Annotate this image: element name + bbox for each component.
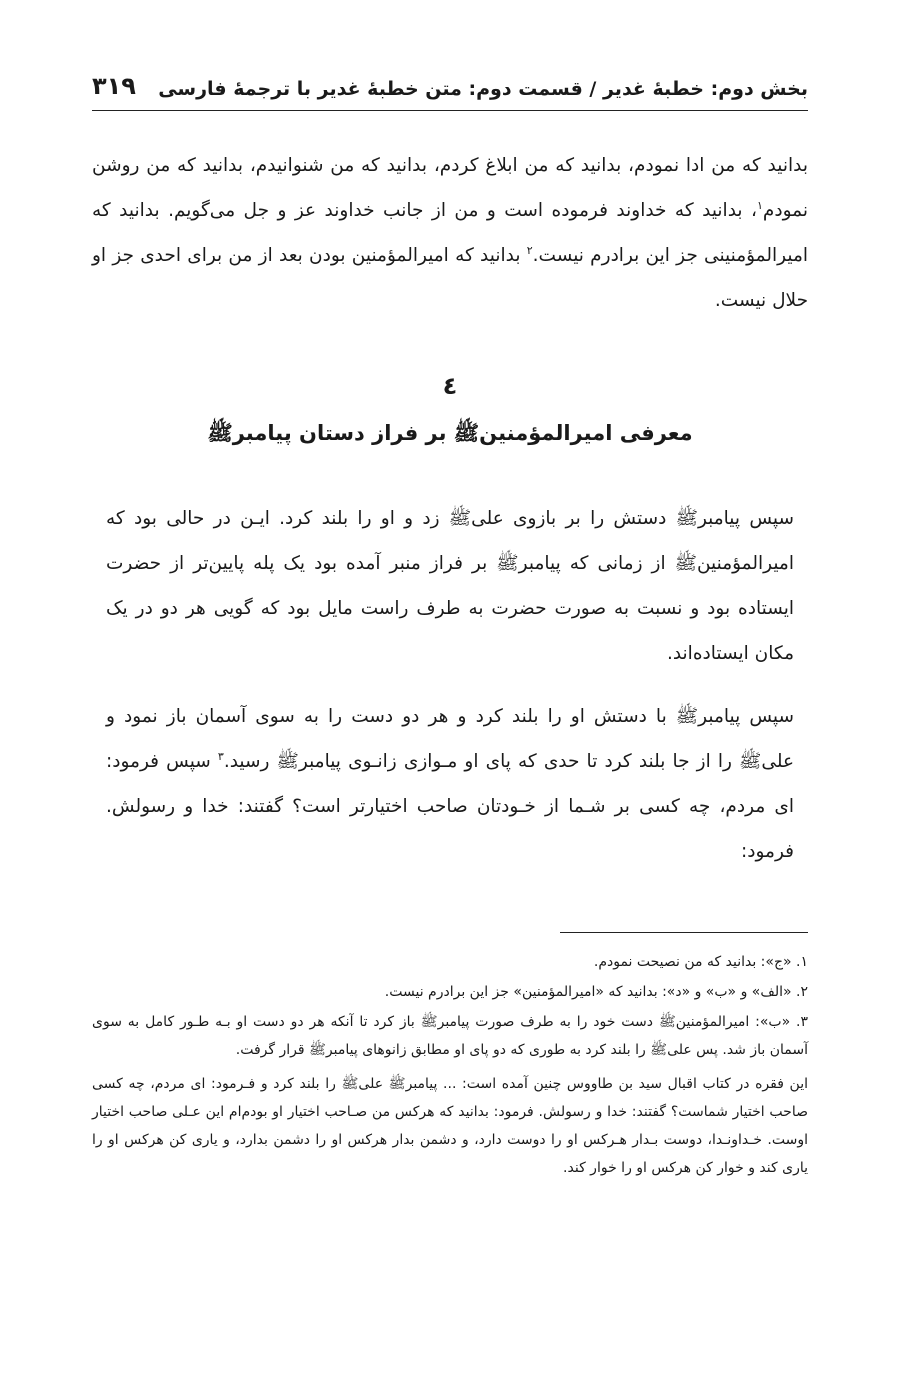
page-number: ۳۱۹ <box>92 72 136 100</box>
section-title: معرفی امیرالمؤمنینﷺ بر فراز دستان پیامبرﷺ <box>207 421 693 445</box>
footnote-3-continued: این فقره در کتاب اقبال سید بن طاووس چنین آمده است: ... پیامبرﷺ علیﷺ را بلند کرد و فـرمود: ای مردم، چه کسی صاحب اختیار شماست؟ گفتند: خدا و رسولش. فرمود: بدانید که هرکس من صـاحب اختیار او بودم‌ام این عـلی صاحب اختیار اوست. خـداونـدا، دوست بـدار هـرکس او را دوست دارد، و دشمن بدار هرکس او را دشمن بدارد، و یاری کن هرکس او را یاری کند و خوار کن هرکس او را خوار کند. <box>92 1076 808 1176</box>
footnotes <box>92 948 808 1182</box>
paragraph-1 <box>92 143 808 323</box>
paragraph-2: سپس پیامبرﷺ دستش را بر بازوی علیﷺ زد و او را بلند کرد. ایـن در حالی بود که امیرالمؤمنینﷺ از زمانی که پیامبرﷺ بر فراز منبر آمده بود یک پله پایین‌تر از حضرت ایستاده بود و نسبت به صورت حضرت به طرف راست مایل بود که گویی هر دو در یک مکان ایستاده‌اند. <box>106 508 794 664</box>
footnote-1: ۱. «ج»: بدانید که من نصیحت نمودم. <box>593 954 808 970</box>
book-page <box>92 0 808 1390</box>
footnote-divider <box>560 932 808 933</box>
running-title: بخش دوم: خطبهٔ غدیر / قسمت دوم: متن خطبهٔ غدیر با ترجمهٔ فارسی <box>158 78 808 100</box>
paragraph-1-text-c: بدانید که امیرالمؤمنین بودن بعد از من برای احدی جز او حلال نیست. <box>92 245 808 311</box>
paragraph-3-text-b: سپس فرمود: ای مردم، چه کسی بر شـما از خـودتان صاحب اختیارتر است؟ گفتند: خدا و رسولش. فرمود: <box>106 751 794 862</box>
section-number: ٤ <box>442 372 458 400</box>
paragraph-1-text-a: بدانید که من ادا نمودم، بدانید که من ابلاغ کردم، بدانید که من شنوانیدم، بدانید که من روشن نمودم <box>92 155 808 221</box>
page-header <box>92 70 808 111</box>
paragraph-1-text-b: ، بدانید که خداوند فرموده است و من از جانب خداوند عز و جل می‌گویم. بدانید که امیرالمؤمنینی جز این برادرم نیست. <box>92 200 808 266</box>
paragraph-3 <box>106 694 794 874</box>
footnote-3: ۳. «ب»: امیرالمؤمنینﷺ دست خود را به طرف صورت پیامبرﷺ باز کرد تا آنکه هر دو دست او بـه طـور کامل به سوی آسمان باز شد. پس علیﷺ را بلند کرد به طوری که دو پای او مطابق زانوهای پیامبرﷺ قرار گرفت. <box>92 1014 808 1058</box>
footnote-ref-3[interactable]: ۳ <box>217 749 224 763</box>
paragraph-3-text-a: سپس پیامبرﷺ با دستش او را بلند کرد و هر دو دست را به سوی آسمان باز نمود و علیﷺ را از جا بلند کرد تا حدی که پای او مـوازی زانـوی پیامبرﷺ رسید. <box>106 706 794 772</box>
footnote-ref-2[interactable]: ۲ <box>526 243 533 257</box>
footnote-2: ۲. «الف» و «ب» و «د»: بدانید که «امیرالمؤمنین» جز این برادرم نیست. <box>384 984 808 1000</box>
footnote-ref-1[interactable]: ۱ <box>756 198 763 212</box>
